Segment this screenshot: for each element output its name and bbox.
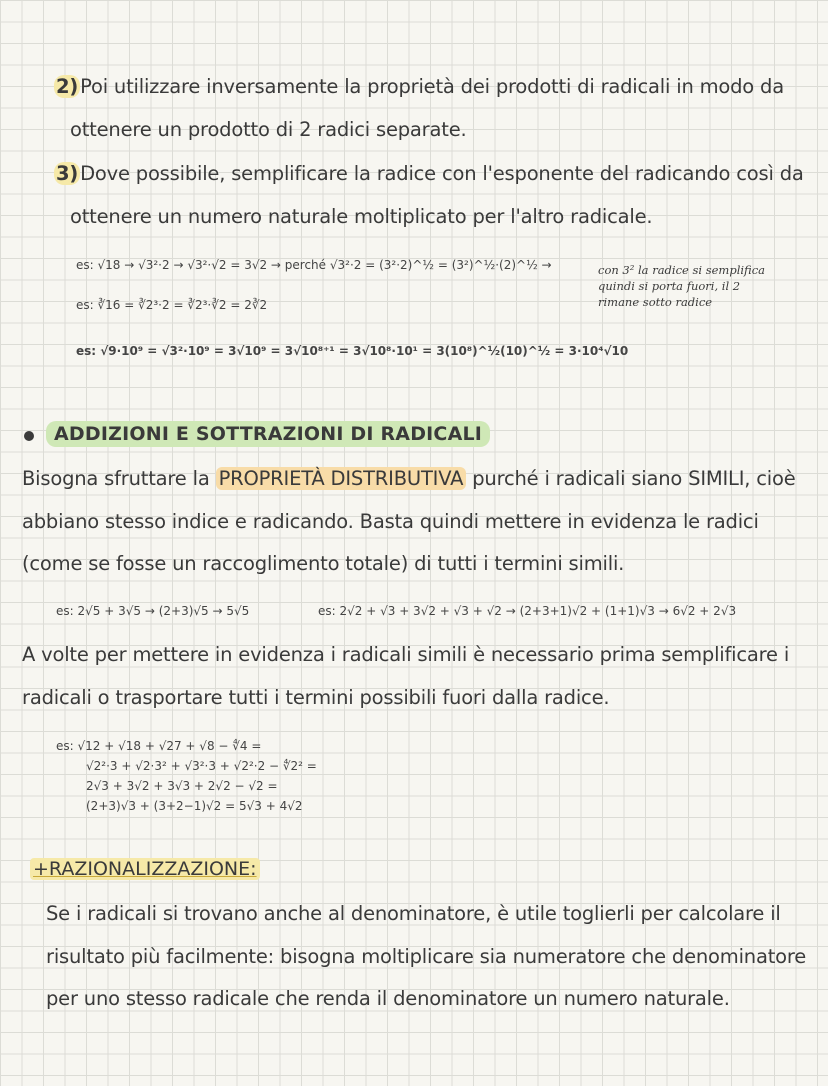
rat-line3: per uno stesso radicale che renda il denominatore un numero naturale.: [46, 987, 730, 1010]
example-sqrt9e9: es: √9·10⁹ = √3²·10⁹ = 3√10⁹ = 3√10⁸⁺¹ = 3√10⁸·10¹ = 3(10⁸)^½(10)^½ = 3·10⁴√10: [76, 344, 629, 358]
p1-after: purché i radicali siano SIMILI, cioè: [466, 467, 796, 490]
calc-line-1: es: √12 + √18 + √27 + √8 − ∜4 =: [56, 739, 262, 753]
example-cbrt16: es: ∛16 = ∛2³·2 = ∛2³·∛2 = 2∛2: [76, 298, 268, 312]
bullet-icon: [24, 431, 34, 441]
p2-line2: radicali o trasportare tutti i termini possibili fuori dalla radice.: [22, 685, 610, 709]
p1-line2: abbiano stesso indice e radicando. Basta quindi mettere in evidenza le radici: [22, 509, 759, 533]
p1-before: Bisogna sfruttare la: [22, 467, 216, 490]
rat-line1: Se i radicali si trovano anche al denominatore, è utile toglierli per calcolare il: [46, 902, 781, 925]
calc-line-3: 2√3 + 3√2 + 3√3 + 2√2 − √2 =: [86, 779, 278, 793]
section-add-title: ADDIZIONI E SOTTRAZIONI DI RADICALI: [46, 421, 490, 447]
section-rat-heading: [30, 858, 260, 880]
note-line-2: quindi si porta fuori, il 2: [598, 279, 741, 293]
example-sum-root5: es: 2√5 + 3√5 → (2+3)√5 → 5√5: [56, 604, 250, 618]
section-add-heading: [24, 423, 490, 445]
p1-highlight: PROPRIETÀ DISTRIBUTIVA: [216, 467, 467, 490]
example-sum-root2-root3: es: 2√2 + √3 + 3√2 + √3 + √2 → (2+3+1)√2 + (1+1)√3 → 6√2 + 2√3: [318, 604, 737, 618]
calculation-block: [56, 736, 317, 816]
calc-line-4: (2+3)√3 + (3+2−1)√2 = 5√3 + 4√2: [86, 799, 303, 813]
p2-line1: A volte per mettere in evidenza i radicali simili è necessario prima semplificare i: [22, 643, 790, 666]
rat-line2: risultato più facilmente: bisogna moltiplicare sia numeratore che denominatore: [46, 944, 807, 968]
section-rat-title: +RAZIONALIZZAZIONE:: [30, 858, 260, 880]
note-line-1: con 3² la radice si semplifica: [598, 263, 766, 277]
step-3-number: 3): [56, 162, 79, 185]
step-2-number: 2): [56, 75, 79, 98]
example-sqrt18: es: √18 → √3²·2 → √3²·√2 = 3√2 → perché √3²·2 = (3²·2)^½ = (3²)^½·(2)^½ →: [76, 258, 552, 272]
calc-line-2: √2²·3 + √2·3² + √3²·3 + √2²·2 − ∜2² =: [86, 759, 317, 773]
step-2-line2: ottenere un prodotto di 2 radici separate.: [70, 117, 467, 141]
section-rat-paragraph: [46, 893, 821, 1021]
step-3-line2: ottenere un numero naturale moltiplicato per l'altro radicale.: [70, 204, 653, 228]
step-3: [58, 153, 818, 238]
step-2: [58, 66, 818, 151]
handwritten-note: [598, 262, 765, 310]
step-3-line1: Dove possibile, semplificare la radice con l'esponente del radicando così da: [80, 162, 804, 185]
section-add-paragraph-2: [22, 634, 822, 719]
p1-line3: (come se fosse un raccoglimento totale) di tutti i termini simili.: [22, 552, 625, 575]
note-line-3: rimane sotto radice: [598, 295, 713, 309]
section-add-paragraph: [22, 458, 822, 586]
step-2-line1: Poi utilizzare inversamente la proprietà dei prodotti di radicali in modo da: [80, 75, 784, 98]
